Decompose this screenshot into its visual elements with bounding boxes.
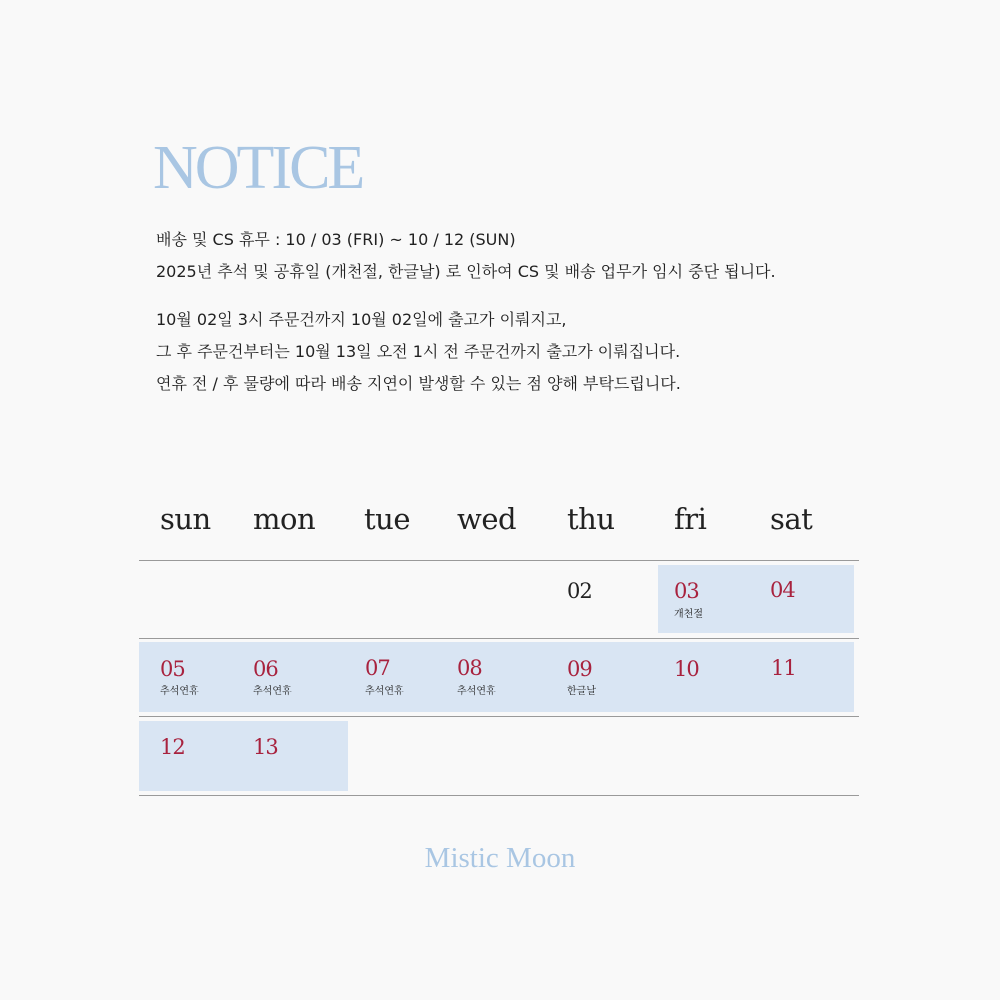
day-header-tue: tue (364, 502, 410, 536)
date-cell-03: 03 (674, 579, 699, 603)
holiday-highlight-week2 (139, 642, 854, 712)
calendar-divider (139, 795, 859, 796)
notice-line-resume: 그 후 주문건부터는 10월 13일 오전 1시 전 주문건까지 출고가 이뤄집니다. (156, 342, 681, 361)
date-cell-06: 06 (253, 657, 278, 681)
notice-line-cutoff: 10월 02일 3시 주문건까지 10월 02일에 출고가 이뤄지고, (156, 310, 567, 329)
day-header-fri: fri (674, 502, 707, 536)
notice-line-reason: 2025년 추석 및 공휴일 (개천절, 한글날) 로 인하여 CS 및 배송 업무가 임시 중단 됩니다. (156, 262, 776, 281)
day-header-wed: wed (457, 502, 517, 536)
holiday-label-08: 추석연휴 (457, 686, 496, 697)
date-cell-02: 02 (567, 579, 592, 603)
date-cell-09: 09 (567, 657, 592, 681)
brand-logo-text: Mistic Moon (424, 842, 576, 874)
holiday-label-09: 한글날 (567, 686, 596, 697)
day-header-sun: sun (160, 502, 211, 536)
date-cell-04: 04 (770, 578, 795, 602)
date-cell-05: 05 (160, 657, 185, 681)
day-header-thu: thu (567, 502, 615, 536)
notice-line-delay: 연휴 전 / 후 물량에 따라 배송 지연이 발생할 수 있는 점 양해 부탁드립니다. (156, 374, 681, 393)
calendar-divider (139, 560, 859, 561)
date-cell-11: 11 (771, 656, 796, 680)
holiday-label-06: 추석연휴 (253, 686, 292, 697)
date-cell-07: 07 (365, 656, 390, 680)
holiday-label-03: 개천절 (674, 609, 703, 620)
calendar-divider (139, 716, 859, 717)
day-header-mon: mon (253, 502, 316, 536)
date-cell-10: 10 (674, 657, 699, 681)
date-cell-12: 12 (160, 735, 185, 759)
calendar-divider (139, 638, 859, 639)
date-cell-08: 08 (457, 656, 482, 680)
date-cell-13: 13 (253, 735, 278, 759)
notice-title: NOTICE (153, 134, 363, 202)
notice-body (156, 232, 776, 408)
holiday-label-07: 추석연휴 (365, 686, 404, 697)
holiday-label-05: 추석연휴 (160, 686, 199, 697)
notice-line-closure-period: 배송 및 CS 휴무 : 10 / 03 (FRI) ~ 10 / 12 (SUN) (156, 230, 516, 249)
day-header-sat: sat (770, 502, 813, 536)
